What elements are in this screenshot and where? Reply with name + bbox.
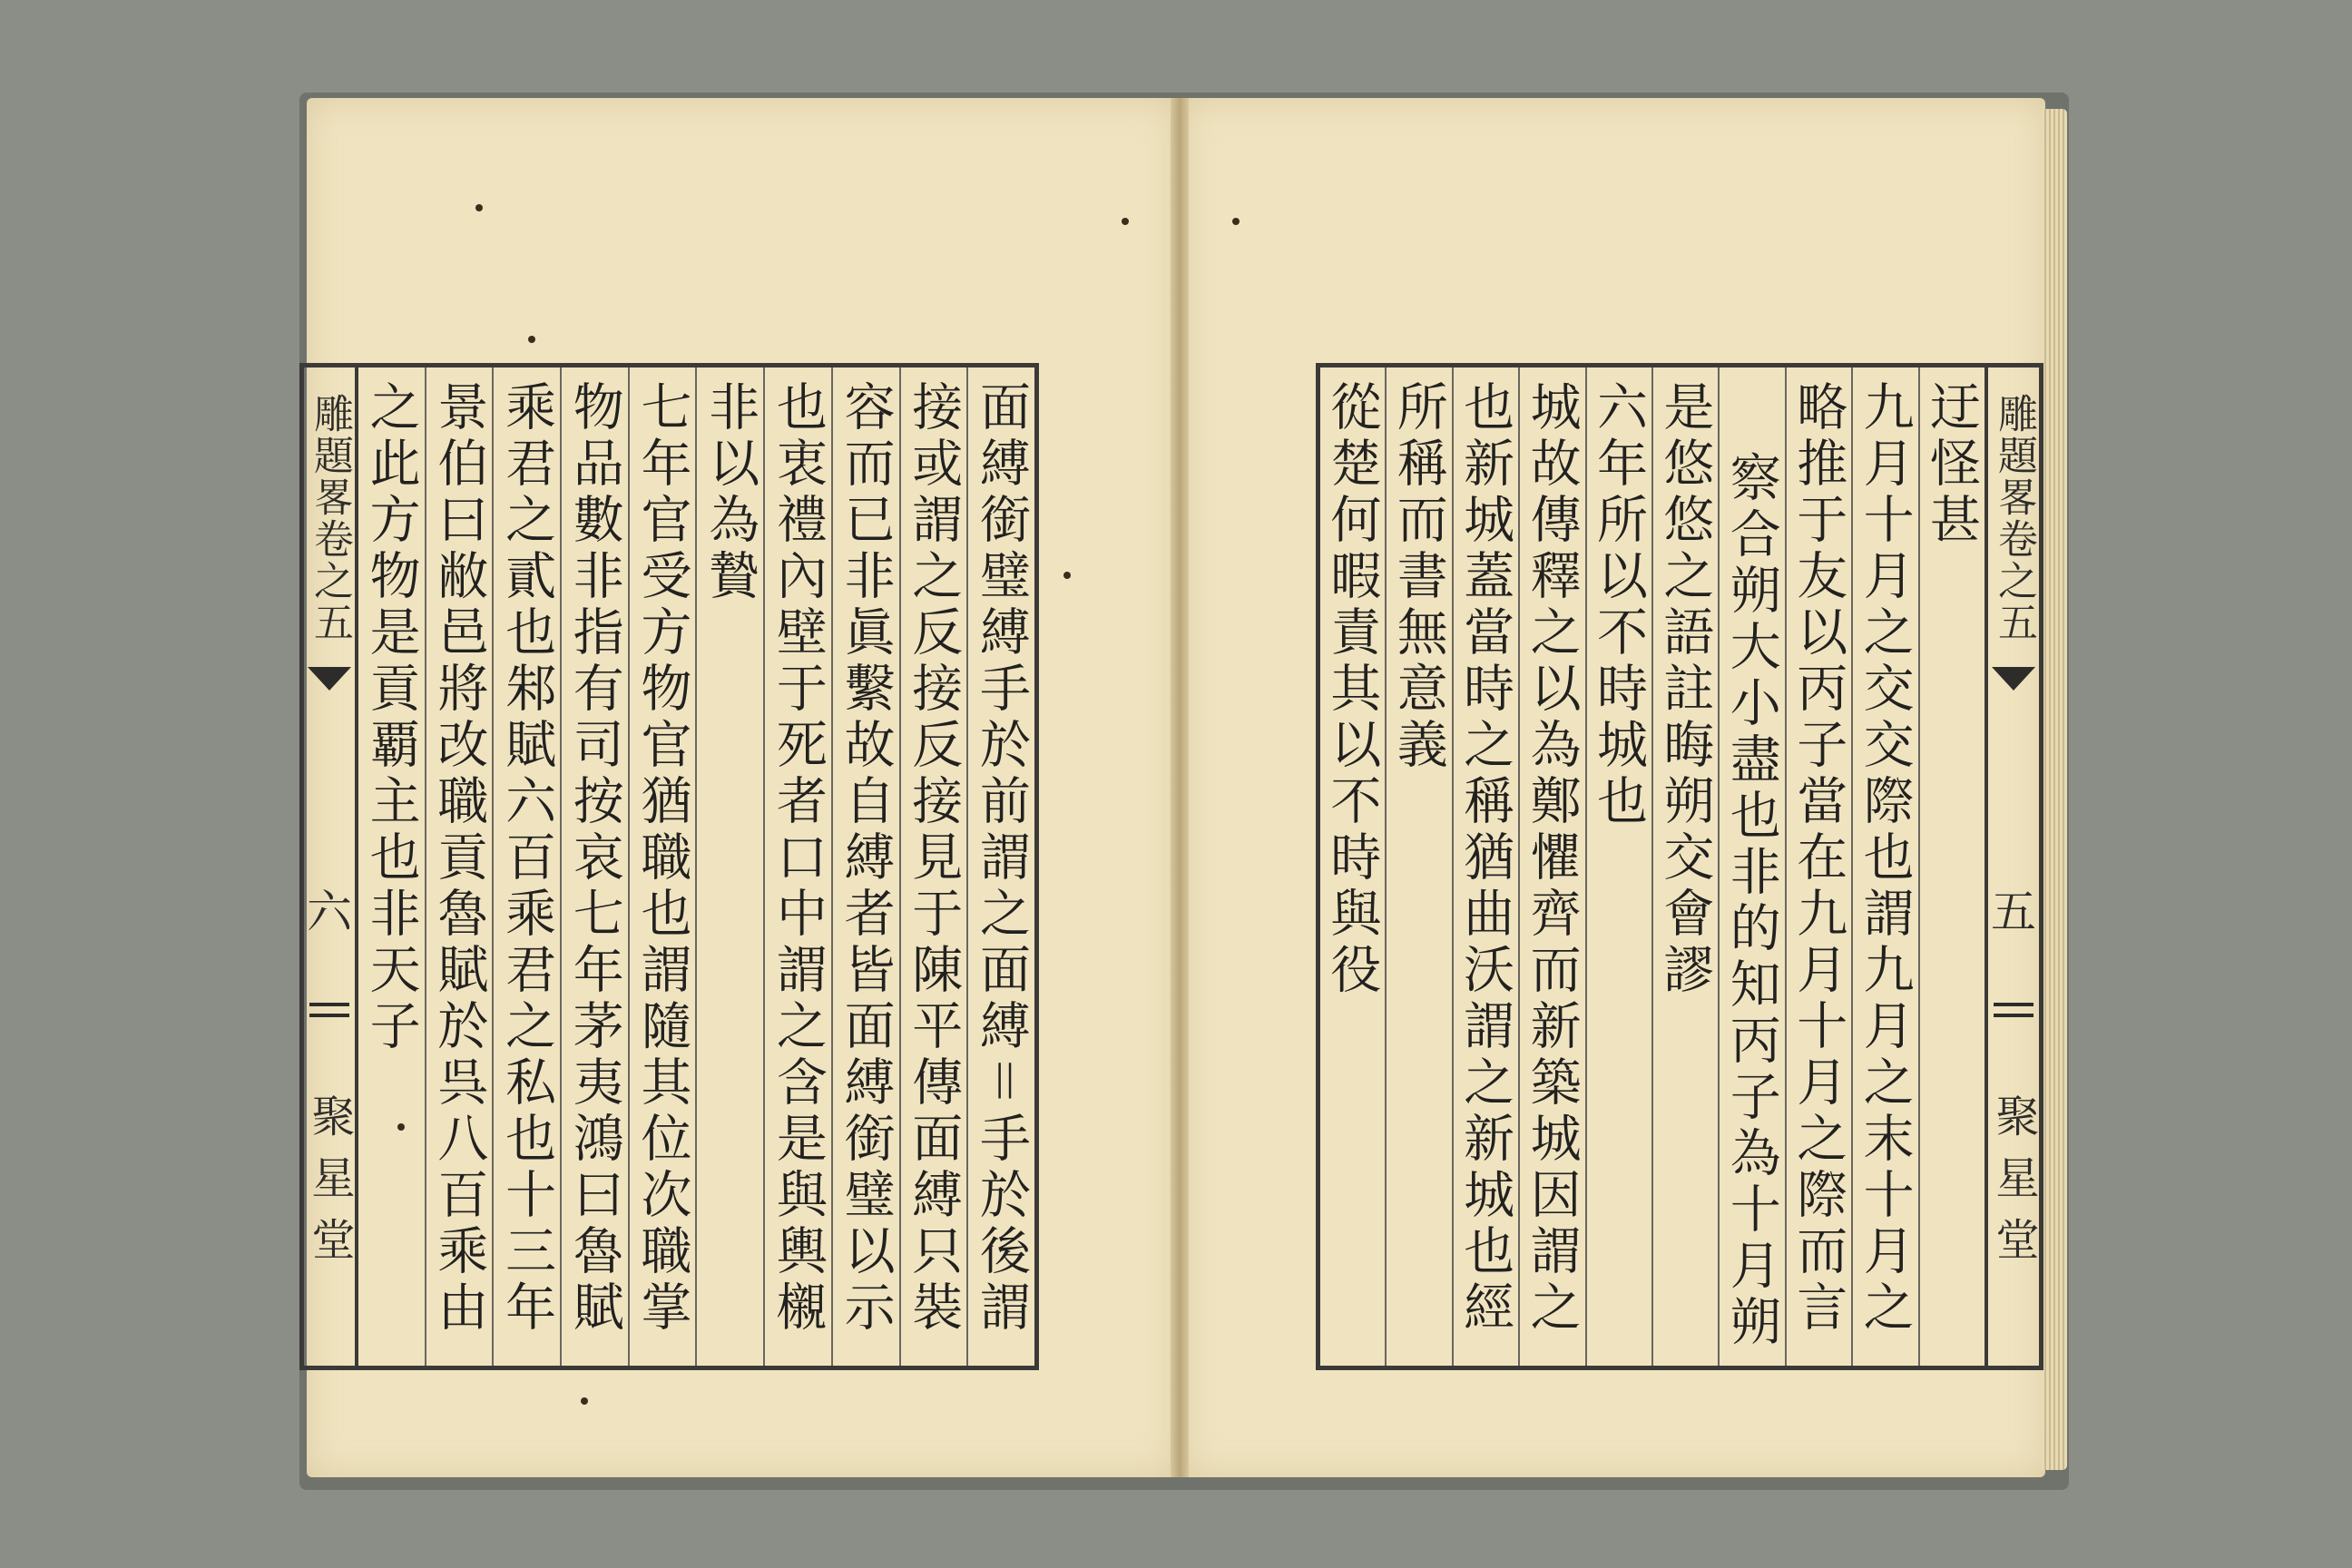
left-text-columns — [358, 368, 1034, 1366]
text-column: 察合朔大小盡也非的知丙子為十月朔 — [1718, 368, 1784, 1366]
text-column: 從楚何暇責其以不時與役 — [1322, 380, 1382, 999]
text-column: 接或謂之反接反接見于陳平傳面縛只裝 — [899, 368, 967, 1366]
margin-rule — [309, 1003, 349, 1006]
text-column: 是悠悠之語註晦朔交會謬 — [1651, 368, 1718, 1366]
paper-speck — [475, 204, 483, 211]
text-column: 七年官受方物官猶職也謂隨其位次職掌 — [628, 368, 696, 1366]
paper-speck — [581, 1397, 588, 1405]
text-column: 略推于友以丙子當在九月十月之際而言 — [1785, 368, 1851, 1366]
text-column: 城故傳釋之以為鄭懼齊而新築城因謂之 — [1518, 368, 1584, 1366]
text-column: 容而已非眞繫故自縛者皆面縛銜璧以示 — [831, 368, 899, 1366]
right-publisher-name: 聚星堂 — [1988, 1093, 2039, 1279]
text-column: 乘君之貳也邾賦六百乘君之私也十三年 — [492, 368, 560, 1366]
paper-speck — [1232, 218, 1240, 225]
fishtail-mark-icon — [308, 667, 351, 691]
left-margin-title: 雕題畧卷之五 — [307, 393, 353, 643]
right-margin-title: 雕題畧卷之五 — [1991, 393, 2037, 643]
text-column: 面縛銜璧縛手於前謂之面縛＝手於後謂 — [966, 368, 1034, 1366]
paper-speck — [1063, 572, 1071, 579]
right-text-frame — [1316, 363, 2043, 1370]
text-column: 之此方物是貢覇主也非天子 — [361, 380, 421, 1055]
margin-rule — [1994, 1003, 2034, 1006]
left-text-frame — [299, 363, 1039, 1370]
text-column: 景伯曰敝邑將改職貢魯賦於呉八百乘由 — [425, 368, 493, 1366]
fishtail-mark-icon — [1992, 667, 2035, 691]
paper-speck — [397, 1123, 405, 1131]
text-column: 也新城蓋當時之稱猶曲沃謂之新城也經 — [1452, 368, 1518, 1366]
margin-rule — [309, 1014, 349, 1017]
left-publisher-name: 聚星堂 — [304, 1093, 355, 1279]
left-page-margin-column — [304, 368, 358, 1366]
paper-speck — [1122, 218, 1129, 225]
right-folio-number: 五 — [1991, 886, 2036, 938]
text-column: 物品數非指有司按哀七年茅夷鴻曰魯賦 — [560, 368, 628, 1366]
text-column: 六年所以不時城也 — [1585, 368, 1651, 1366]
left-folio-number: 六 — [307, 886, 352, 938]
page-edges — [2042, 109, 2067, 1470]
text-column: 九月十月之交交際也謂九月之末十月之 — [1851, 368, 1917, 1366]
text-column: 非以為贄 — [695, 368, 763, 1366]
text-column: 所稱而書無意義 — [1385, 368, 1451, 1366]
right-text-columns — [1320, 368, 1984, 1366]
right-page-margin-column — [1984, 368, 2039, 1366]
margin-rule — [1994, 1014, 2034, 1017]
paper-speck — [528, 336, 535, 343]
text-column: 也衷禮內壁于死者口中謂之含是與輿櫬 — [763, 368, 831, 1366]
book-gutter — [1171, 98, 1189, 1477]
text-column: 迂怪甚 — [1918, 368, 1984, 1366]
